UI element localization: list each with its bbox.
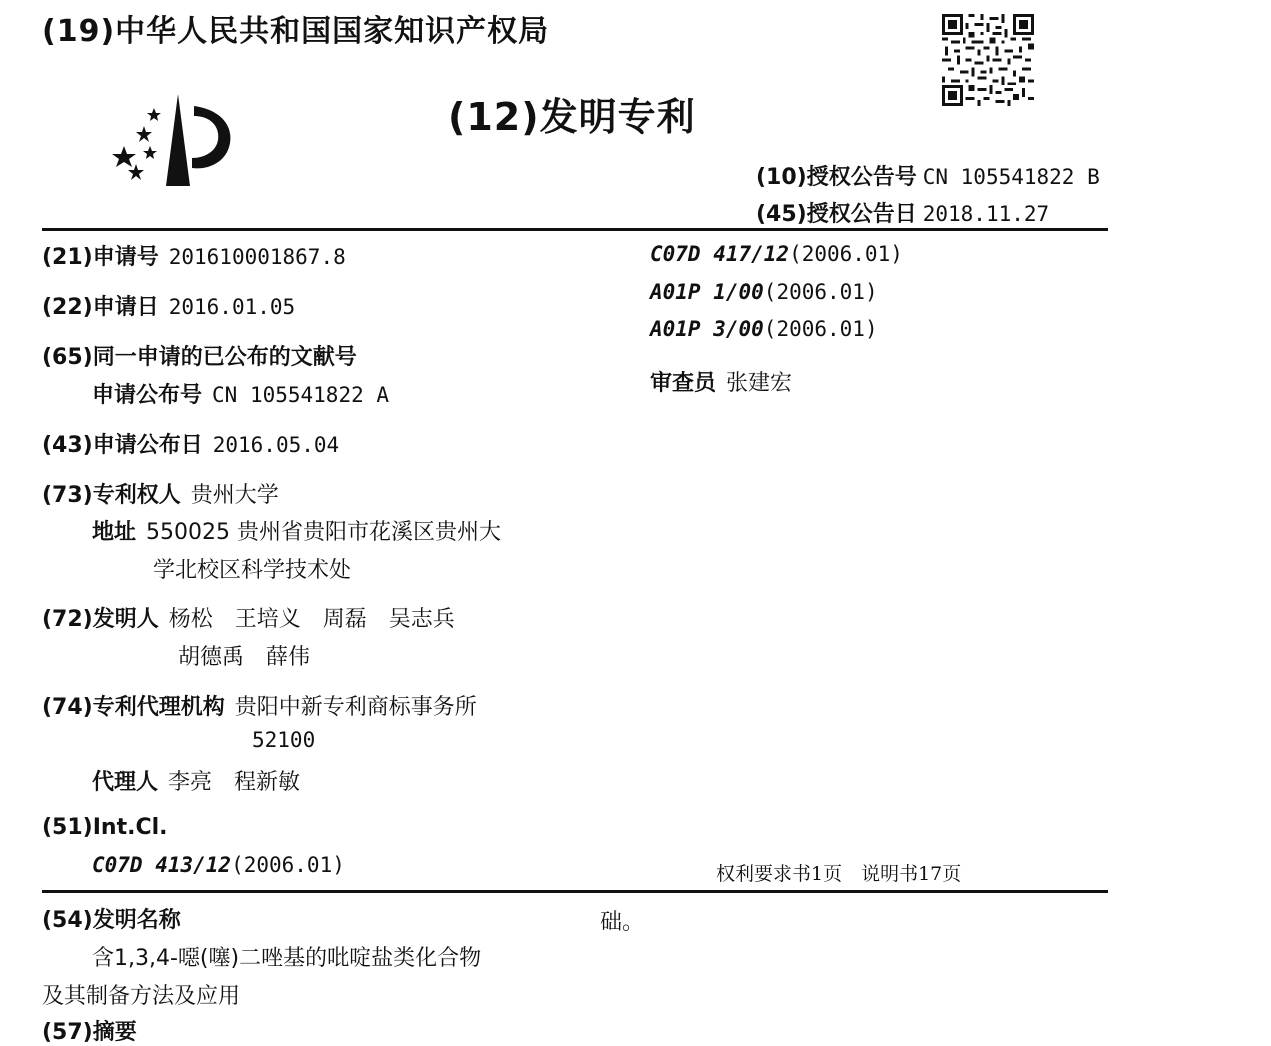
grant-publication-number-row — [756, 160, 1100, 191]
address-label: 地址 — [92, 520, 137, 545]
grant-pub-no: CN 105541822 B — [922, 165, 1100, 189]
prior-pub-label: (65)同一申请的已公布的文献号 — [42, 345, 357, 370]
agency-label: (74)专利代理机构 — [42, 695, 225, 720]
ipc-code: C07D 413/12 — [92, 853, 232, 877]
invention-title-line-2: 及其制备方法及应用 — [42, 984, 241, 1009]
application-number-row — [42, 240, 346, 271]
ipc-version: (2006.01) — [763, 280, 878, 304]
ipc-version: (2006.01) — [763, 317, 878, 341]
title-label: (54)发明名称 — [42, 908, 181, 933]
app-pub-date-label: (43)申请公布日 — [42, 433, 203, 458]
office-name: (19)中华人民共和国国家知识产权局 — [42, 14, 550, 49]
abstract-heading — [42, 1015, 137, 1046]
inventors-row — [42, 602, 455, 633]
int-cl-label: (51)Int.Cl. — [42, 815, 168, 840]
agents-row — [92, 765, 300, 796]
application-publication-date-row — [42, 428, 339, 459]
app-date-label: (22)申请日 — [42, 295, 159, 320]
app-date: 2016.01.05 — [168, 295, 296, 319]
ipc-code: C07D 417/12 — [650, 242, 790, 266]
application-date-row — [42, 290, 295, 321]
invention-title-line-1: 含1,3,4-噁(噻)二唑基的吡啶盐类化合物 — [92, 946, 482, 971]
patentee-label: (73)专利权人 — [42, 483, 181, 508]
inventors-line-2: 胡德禹 薛伟 — [178, 645, 311, 670]
application-publication-number-row — [92, 378, 389, 409]
examiner: 张建宏 — [726, 371, 793, 396]
document-type: (12)发明专利 — [448, 95, 696, 139]
prior-publication-heading — [42, 340, 357, 371]
patentee: 贵州大学 — [190, 483, 279, 508]
address-line-1: 550025 贵州省贵阳市花溪区贵州大 — [146, 520, 501, 545]
grant-publication-date-row — [756, 197, 1049, 228]
int-cl-entry — [92, 853, 345, 877]
agency-row — [42, 690, 477, 721]
ipc-version: (2006.01) — [231, 853, 345, 877]
int-cl-entry — [650, 280, 878, 304]
ipc-code: A01P 1/00 — [650, 280, 764, 304]
abstract-label: (57)摘要 — [42, 1020, 137, 1045]
agency-code: 52100 — [252, 728, 316, 752]
qr-code-icon — [942, 14, 1034, 106]
body-divider — [42, 890, 1108, 893]
app-pub-no-label: 申请公布号 — [92, 383, 203, 408]
agents: 李亮 程新敏 — [168, 770, 301, 795]
address-row — [92, 515, 501, 546]
int-cl-heading — [42, 815, 168, 840]
inventors-label: (72)发明人 — [42, 607, 159, 632]
app-no: 201610001867.8 — [168, 245, 346, 269]
agent-label: 代理人 — [92, 770, 159, 795]
title-heading — [42, 903, 181, 934]
inventors-line-1: 杨松 王培义 周磊 吴志兵 — [168, 607, 455, 632]
ipc-code: A01P 3/00 — [650, 317, 764, 341]
app-no-label: (21)申请号 — [42, 245, 159, 270]
patentee-row — [42, 478, 279, 509]
ipc-version: (2006.01) — [789, 242, 903, 266]
grant-pub-no-label: (10)授权公告号 — [756, 165, 917, 190]
header-divider — [42, 228, 1108, 231]
int-cl-entry — [650, 242, 903, 266]
page-counts: 权利要求书1页 说明书17页 — [716, 863, 962, 885]
int-cl-entry — [650, 317, 878, 341]
examiner-row — [650, 366, 792, 397]
agency-name: 贵阳中新专利商标事务所 — [234, 695, 477, 720]
address-line-2: 学北校区科学技术处 — [153, 558, 352, 583]
app-pub-no: CN 105541822 A — [212, 383, 390, 407]
cnipa-emblem-icon — [106, 86, 240, 192]
grant-pub-date: 2018.11.27 — [922, 202, 1050, 226]
app-pub-date: 2016.05.04 — [212, 433, 340, 457]
grant-pub-date-label: (45)授权公告日 — [756, 202, 917, 227]
examiner-label: 审查员 — [650, 371, 717, 396]
abstract-fragment: 础。 — [600, 910, 645, 935]
